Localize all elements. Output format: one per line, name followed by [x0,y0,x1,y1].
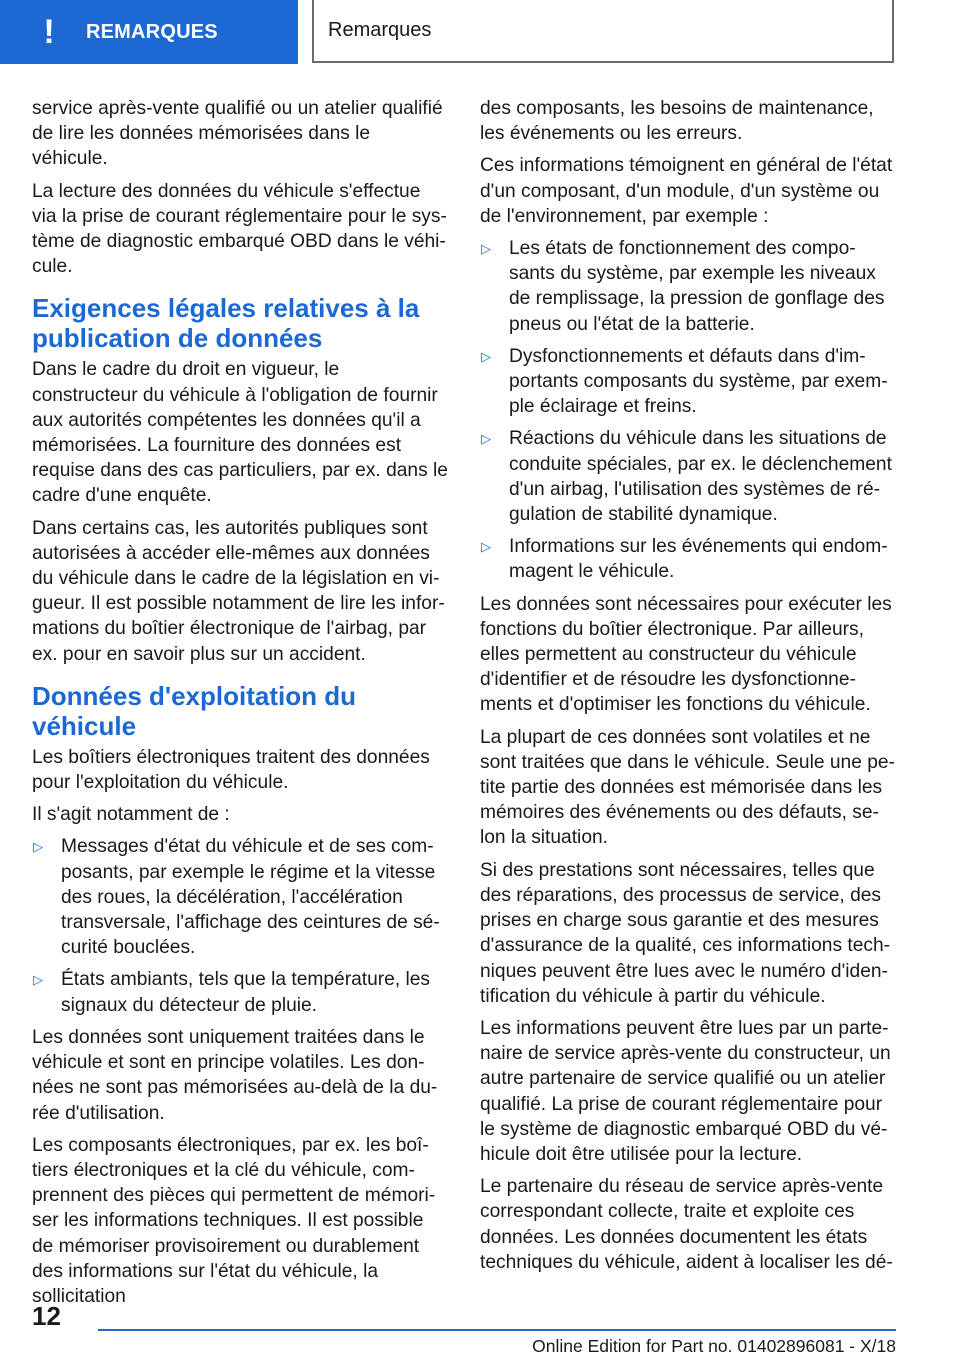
paragraph: Les données sont uniquement traitées dans le véhicule et sont en principe volatiles. Les don-nées ne sont pas mémorisées au-delà de la du-rée d'utilisation. [32,1026,438,1124]
triangle-bullet-icon: ▷ [481,539,491,555]
paragraph: service après-vente qualifié ou un atelier qualifié de lire les données mémorisées dans le véhicule. [32,98,443,170]
right-column [480,96,898,1282]
paragraph: Le partenaire du réseau de service après-vente correspondant collecte, traite et exploite ces données. Les données documentent les états techniques du véhicule, aident à localiser les dé- [480,1176,893,1273]
paragraph: Les données sont nécessaires pour exécuter les fonctions du boîtier électronique. Par ailleurs, elles permettent au constructeur du véhicule d'identifier et de résoudre les dysfonctionne-ments et d'optimiser les fonctions du véhicule. [480,593,892,716]
section-header [312,0,894,63]
paragraph: Si des prestations sont nécessaires, telles que des réparations, des processus de service, des prises en charge sous garantie et des mesures d'assurance de la qualité, ces informations tech-niques peuvent être lues avec le numéro d'iden-tification du véhicule à partir du véhicule. [480,859,891,1007]
exclamation-icon: ! [43,13,55,51]
paragraph: Ces informations témoignent en général de l'état d'un composant, d'un module, d'un système ou de l'environnement, par exemple : [480,155,893,227]
paragraph: La lecture des données du véhicule s'effectue via la prise de courant réglementaire pour le sys-tème de diagnostic embarqué OBD dans le véhi-cule. [32,180,447,278]
list-item [480,534,898,584]
section-tab-label: REMARQUES [86,20,218,43]
paragraph: des composants, les besoins de maintenance, les événements ou les erreurs. [480,98,874,145]
footer-divider [98,1329,896,1331]
triangle-bullet-icon: ▷ [481,241,491,257]
list-item-text: Messages d'état du véhicule et de ses com-posants, par exemple le régime et la vitesse des roues, la décélération, l'accélération transversale, l'affichage des ceintures de sé-curité bouclées. [61,836,440,959]
left-column [32,96,450,1316]
triangle-bullet-icon: ▷ [481,348,491,364]
list-item [32,834,450,960]
triangle-bullet-icon: ▷ [33,839,43,855]
section-title: Remarques [328,19,432,41]
list-item-text: États ambiants, tels que la température, les signaux du détecteur de pluie. [61,969,431,1016]
paragraph: Dans certains cas, les autorités publiques sont autorisées à accéder elle-mêmes aux données du véhicule dans le cadre de la législation en vi-gueur. Il est possible notamment de lire les infor-mations du boîtier électronique de l'airbag, par ex. pour en savoir plus sur un accident. [32,517,445,665]
section-heading: Données d'exploitation du véhicule [32,680,356,741]
list-item-text: Dysfonctionnements et défauts dans d'im-portants composants du système, par exem-ple éclairage et freins. [509,345,888,418]
bullet-list [480,236,898,585]
list-item [480,236,898,337]
list-item-text: Informations sur les événements qui endom-magent le véhicule. [509,536,888,583]
paragraph: Les boîtiers électroniques traitent des données pour l'exploitation du véhicule. [32,746,430,794]
list-item-text: Réactions du véhicule dans les situations de conduite spéciales, par ex. le déclenchement d'un airbag, l'utilisation des systèmes de ré-gulation de stabilité dynamique. [509,428,892,526]
list-item [480,344,898,420]
list-item [480,426,898,527]
section-tab [0,0,298,64]
paragraph: La plupart de ces données sont volatiles et ne sont traitées que dans le véhicule. Seule une pe-tite partie des données est mémorisée dans les mémoires des événements ou des défauts, se-lon la situation. [480,726,895,849]
paragraph: Les composants électroniques, par ex. les boî-tiers électroniques et la clé du véhicule, com-prennent des pièces qui permettent de mémori-ser les informations techniques. Il est possible de mémoriser provisoirement ou durablement des informations sur l'état du véhicule, la sollicitation [32,1134,436,1307]
triangle-bullet-icon: ▷ [33,972,43,988]
bullet-list [32,834,450,1017]
paragraph: Les informations peuvent être lues par un parte-naire de service après-vente du constructeur, un autre partenaire de service qualifié ou un atelier qualifié. La prise de courant réglementaire pour le système de diagnostic embarqué OBD du vé-hicule doit être utilisée pour la lecture. [480,1017,891,1165]
footer-edition: Online Edition for Part no. 01402896081 - X/18 [532,1336,896,1356]
paragraph: Il s'agit notamment de : [32,804,230,826]
list-item [32,967,450,1017]
paragraph: Dans le cadre du droit en vigueur, le constructeur du véhicule à l'obligation de fournir aux autorités compétentes les données qu'il a mémorisées. La fourniture des données est requise dans des cas particuliers, par ex. dans le cadre d'une enquête. [32,359,448,507]
triangle-bullet-icon: ▷ [481,431,491,447]
list-item-text: Les états de fonctionnement des compo-sants du système, par exemple les niveaux de remplissage, la pression de gonflage des pneus ou l'état de la batterie. [509,238,885,335]
section-heading: Exigences légales relatives à la publication de données [32,293,420,354]
page-number: 12 [32,1301,61,1331]
